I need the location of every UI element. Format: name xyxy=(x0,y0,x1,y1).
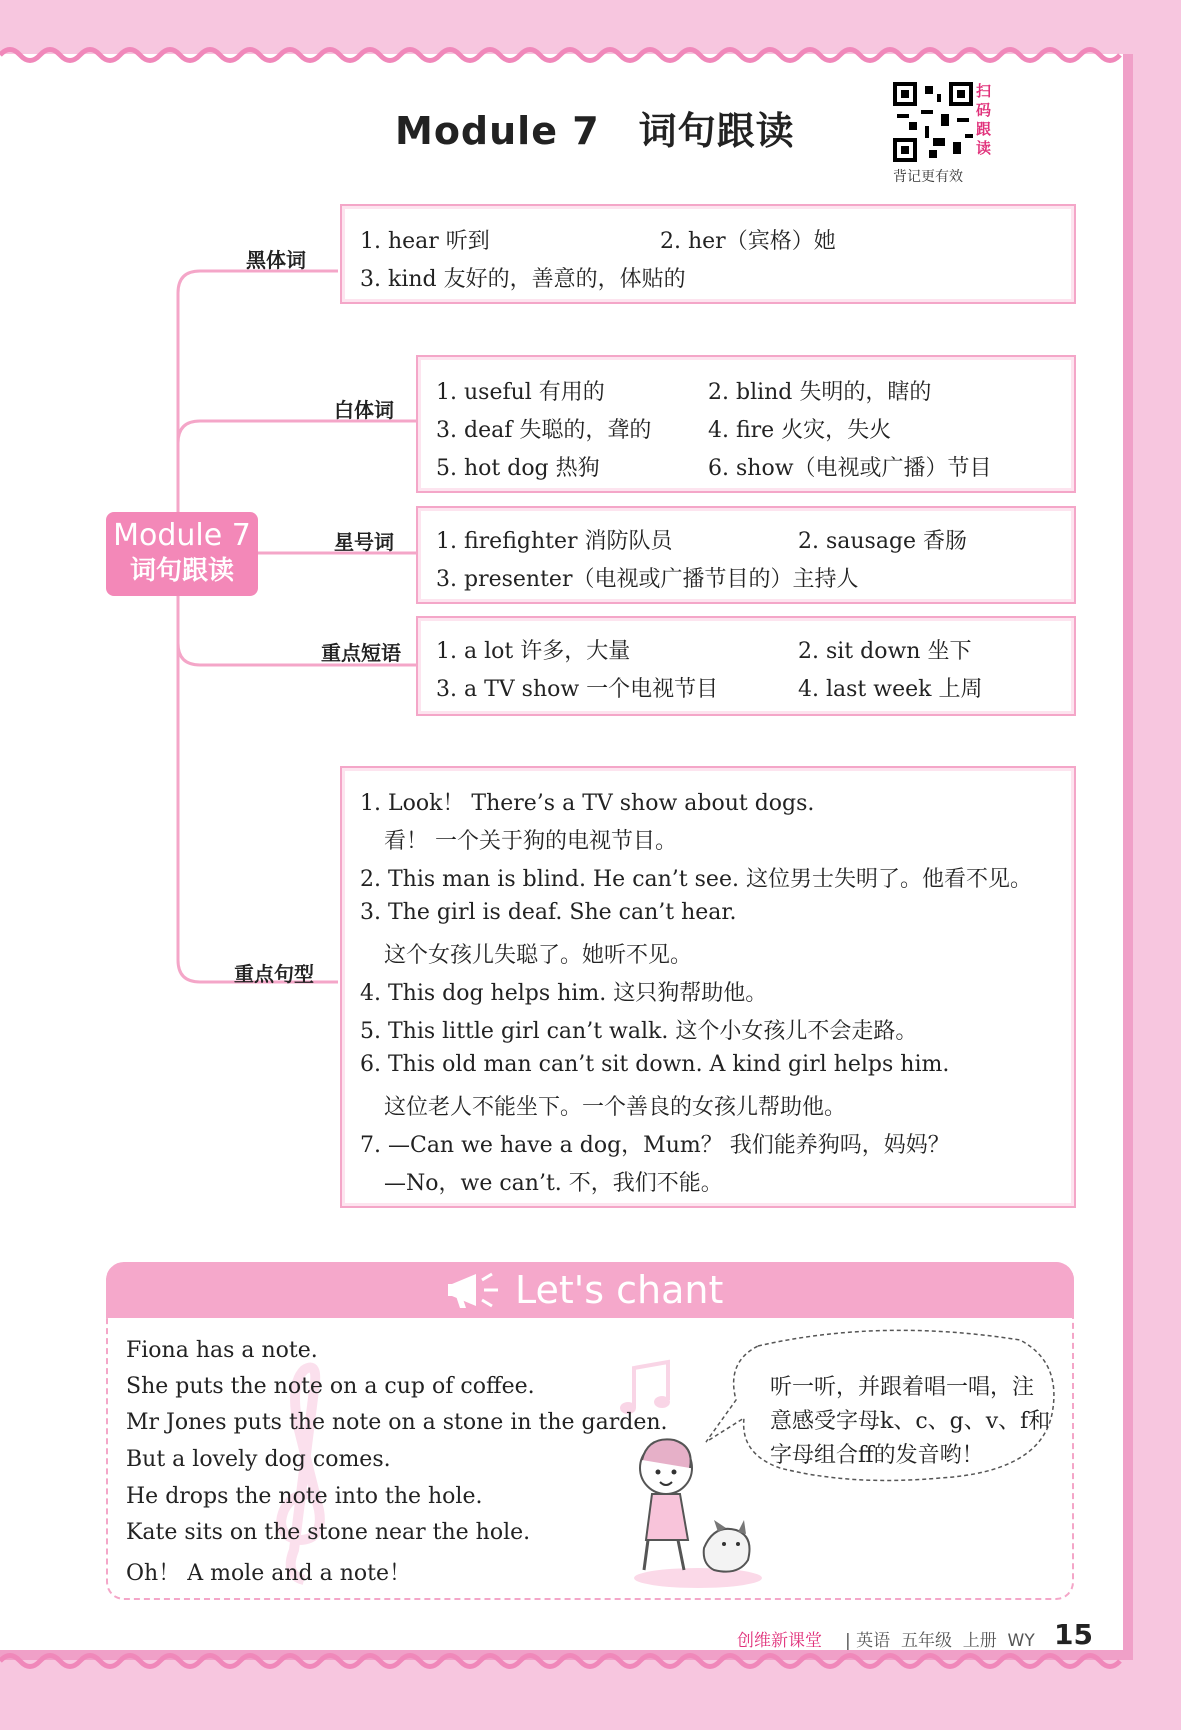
sentence-line: 2. This man is blind. He can’t see. 这位男士失明了。他看不见。 xyxy=(360,867,1032,892)
footer-brand: 创维新课堂 xyxy=(737,1631,822,1651)
category-juxing-label: 重点句型 xyxy=(234,962,314,986)
chant-line: He drops the note into the hole. xyxy=(126,1484,483,1509)
chant-line: Mr Jones puts the note on a stone in the garden. xyxy=(126,1410,668,1435)
word-item: 5. hot dog 热狗 xyxy=(436,456,600,481)
qr-code-icon[interactable] xyxy=(893,82,973,162)
word-item: 2. sausage 香肠 xyxy=(798,529,968,554)
xinghao-box xyxy=(416,506,1076,604)
duanyu-box xyxy=(416,616,1076,716)
music-note-icon xyxy=(618,1358,674,1418)
bubble-line: 听一听，并跟着唱一唱，注 xyxy=(770,1375,1035,1400)
sentence-line: 这位老人不能坐下。一个善良的女孩儿帮助他。 xyxy=(384,1095,847,1120)
phrase-item: 1. a lot 许多，大量 xyxy=(436,639,631,664)
category-baiti-label: 白体词 xyxy=(334,398,394,422)
baiti-box xyxy=(416,355,1076,493)
bottom-wavy-border xyxy=(0,1650,1133,1672)
page-number: 15 xyxy=(1054,1618,1093,1651)
word-item: 4. fire 火灾，失火 xyxy=(708,418,892,443)
word-item: 3. presenter（电视或广播节目的）主持人 xyxy=(436,567,859,592)
sentence-line: 这个女孩儿失聪了。她听不见。 xyxy=(384,943,693,968)
word-item: 1. firefighter 消防队员 xyxy=(436,529,673,554)
sentence-line: 看！ 一个关于狗的电视节目。 xyxy=(384,829,677,854)
bubble-line: 意感受字母k、c、g、v、f和 xyxy=(770,1409,1051,1434)
chant-line: Kate sits on the stone near the hole. xyxy=(126,1520,531,1545)
word-item: 2. her（宾格）她 xyxy=(660,229,836,254)
module-node xyxy=(106,512,258,596)
phrase-item: 2. sit down 坐下 xyxy=(798,639,972,664)
sentence-line: 6. This old man can’t sit down. A kind girl helps him. xyxy=(360,1052,950,1077)
word-item: 3. deaf 失聪的，聋的 xyxy=(436,418,652,443)
chant-line: She puts the note on a cup of coffee. xyxy=(126,1374,535,1399)
sentence-line: 4. This dog helps him. 这只狗帮助他。 xyxy=(360,981,768,1006)
heiti-box xyxy=(340,204,1076,304)
module-node-subtitle: 词句跟读 xyxy=(129,556,234,586)
word-item: 2. blind 失明的，瞎的 xyxy=(708,380,932,405)
qr-caption: 背记更有效 xyxy=(893,169,963,185)
module-node-title: Module 7 xyxy=(113,518,251,553)
footer-info: | 英语 五年级 上册 WY xyxy=(845,1631,1035,1651)
chant-line: But a lovely dog comes. xyxy=(126,1447,391,1472)
bubble-line: 字母组合ff的发音哟！ xyxy=(770,1443,984,1468)
sentence-line: 5. This little girl can’t walk. 这个小女孩儿不会走路。 xyxy=(360,1019,918,1044)
chant-line: Fiona has a note. xyxy=(126,1338,318,1363)
chant-line: Oh！ A mole and a note！ xyxy=(126,1561,411,1586)
word-item: 1. useful 有用的 xyxy=(436,380,605,405)
category-heiti-label: 黑体词 xyxy=(246,248,306,272)
word-item: 3. kind 友好的，善意的，体贴的 xyxy=(360,267,686,292)
word-item: 1. hear 听到 xyxy=(360,229,490,254)
category-xinghao-label: 星号词 xyxy=(334,530,394,554)
sentence-line: —No，we can’t. 不，我们不能。 xyxy=(384,1171,723,1196)
phrase-item: 3. a TV show 一个电视节目 xyxy=(436,677,719,702)
phrase-item: 4. last week 上周 xyxy=(798,677,983,702)
top-wavy-border xyxy=(0,44,1133,66)
juxing-box xyxy=(340,766,1076,1208)
word-item: 6. show（电视或广播）节目 xyxy=(708,456,992,481)
megaphone-icon xyxy=(446,1268,506,1312)
qr-side-label: 扫码跟读 xyxy=(976,82,992,157)
sentence-line: 7. —Can we have a dog，Mum？ 我们能养狗吗，妈妈？ xyxy=(360,1133,950,1158)
category-duanyu-label: 重点短语 xyxy=(321,641,401,665)
page-title: Module 7 词句跟读 xyxy=(395,109,795,153)
chant-title: Let's chant xyxy=(515,1268,724,1312)
sentence-line: 1. Look！ There’s a TV show about dogs. xyxy=(360,791,815,816)
sentence-line: 3. The girl is deaf. She can’t hear. xyxy=(360,900,737,925)
